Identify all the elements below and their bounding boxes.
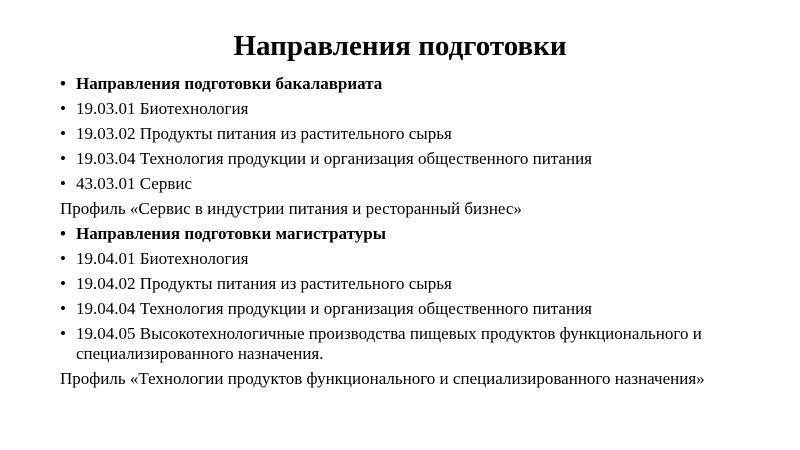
list-item-text: 19.04.01 Биотехнология: [76, 249, 249, 268]
list-item: [60, 299, 760, 319]
list-item: [60, 324, 760, 364]
list-item: [60, 149, 760, 169]
list-item: [60, 99, 760, 119]
slide-title: Направления подготовки: [233, 30, 567, 62]
list-item-text: 19.03.01 Биотехнология: [76, 99, 249, 118]
list-item-master-heading: [60, 224, 760, 244]
list-item-text: Направления подготовки магистратуры: [76, 224, 386, 243]
bullet-icon: •: [60, 299, 66, 318]
bullet-icon: •: [60, 99, 66, 118]
list-item: [60, 249, 760, 269]
bullet-icon: •: [60, 224, 66, 243]
bullet-icon: •: [60, 149, 66, 168]
profile-text-master: Профиль «Технологии продуктов функционального и специализированного назначения»: [60, 369, 705, 388]
profile-text-bachelor: Профиль «Сервис в индустрии питания и ресторанный бизнес»: [60, 199, 522, 218]
bullet-icon: •: [60, 324, 66, 343]
list-item: [60, 174, 760, 194]
list-item-bachelor-heading: [60, 74, 760, 94]
list-item-text: Направления подготовки бакалавриата: [76, 74, 383, 93]
list-item-text: 19.04.05 Высокотехнологичные производства пищевых продуктов функционального и специализированного назначения.: [76, 324, 702, 363]
bullet-icon: •: [60, 124, 66, 143]
bullet-icon: •: [60, 274, 66, 293]
list-item-text: 19.04.04 Технология продукции и организация общественного питания: [76, 299, 592, 318]
bullet-icon: •: [60, 249, 66, 268]
bullet-icon: •: [60, 174, 66, 193]
list-item: [60, 124, 760, 144]
slide-content: [60, 74, 760, 394]
list-item-text: 19.03.02 Продукты питания из растительного сырья: [76, 124, 452, 143]
list-item-text: 19.03.04 Технология продукции и организация общественного питания: [76, 149, 592, 168]
list-item-text: 43.03.01 Сервис: [76, 174, 193, 193]
list-item-text: 19.04.02 Продукты питания из растительного сырья: [76, 274, 452, 293]
bullet-icon: •: [60, 74, 66, 93]
list-item: [60, 274, 760, 294]
